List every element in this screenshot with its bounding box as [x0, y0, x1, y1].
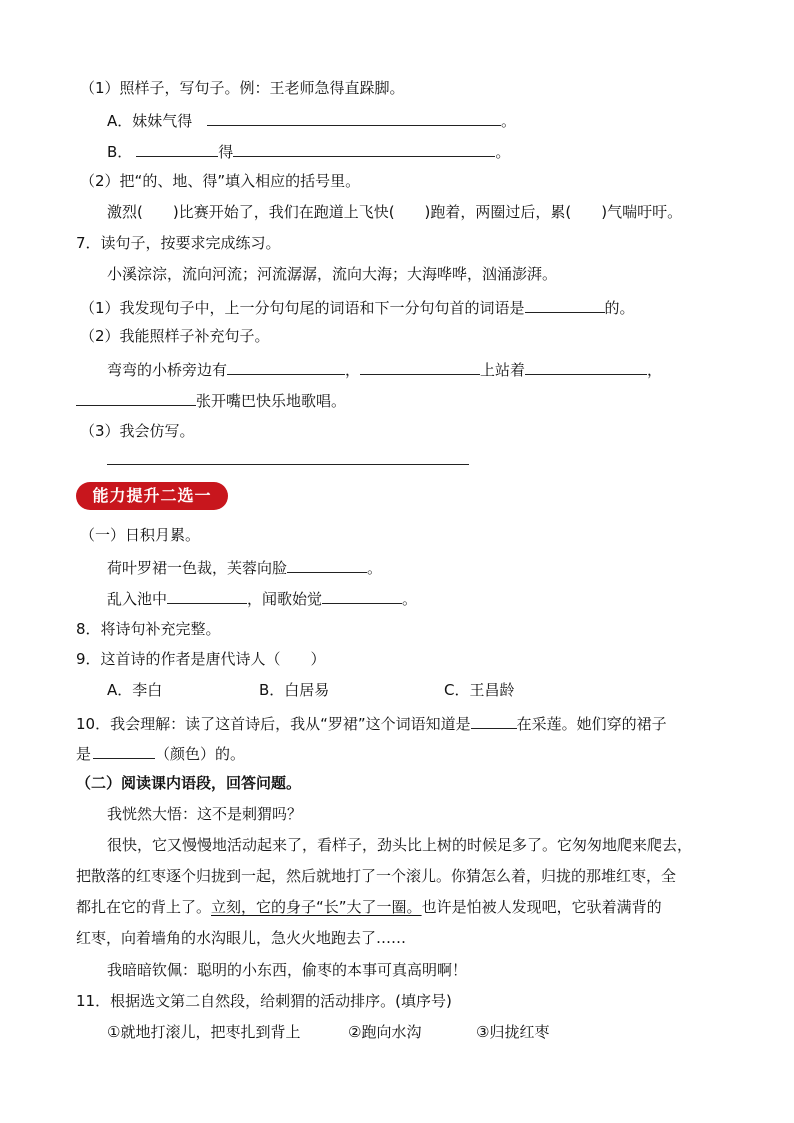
q7-fill-blank-4[interactable] [76, 389, 196, 406]
part1-line2-pre: 乱入池中 [107, 590, 168, 608]
q2-sentence: 激烈( )比赛开始了，我们在跑道上飞快( )跑着，两圈过后，累( )气喘吁吁。 [107, 203, 683, 221]
q7-title: 7．读句子，按要求完成练习。 [76, 234, 281, 252]
q10-line1 [76, 712, 667, 734]
q1-a-blank[interactable] [207, 109, 501, 126]
part2-p3: 我暗暗钦佩：聪明的小东西，偷枣的本事可真高明啊！ [107, 961, 468, 979]
q7-fill-blank-1[interactable] [227, 358, 345, 375]
q10-blank-1[interactable] [471, 712, 517, 729]
part1-line2-mid: ，闻歌始觉 [247, 590, 323, 608]
q1-b-label: B． [107, 143, 133, 161]
part2-p2-l3-post: 也许是怕被人发现吧，它驮着满背的 [421, 898, 662, 916]
section-badge: 能力提升二选一 [76, 482, 228, 510]
q7-sub2: （2）我能照样子补充句子。 [80, 327, 270, 345]
q10-line2 [76, 742, 245, 764]
q7-passage: 小溪淙淙，流向河流；河流潺潺，流向大海；大海哗哗，汹涌澎湃。 [107, 265, 558, 283]
part1-poem-line2 [107, 587, 417, 609]
q7-sub1-post: 的。 [604, 299, 635, 317]
q1-b-mid: 得 [218, 143, 234, 161]
q10-line2-pre: 是 [76, 745, 92, 763]
part1-poem-line1 [107, 556, 382, 578]
q7-fill-e: 张开嘴巴快乐地歌唱。 [196, 392, 347, 410]
part1-line1-pre: 荷叶罗裙一色裁，芙蓉向脸 [107, 559, 288, 577]
part1-line2-post: 。 [402, 590, 418, 608]
part1-line1-post: 。 [367, 559, 383, 577]
part1-blank-3[interactable] [322, 587, 402, 604]
q2-prompt: （2）把“的、地、得”填入相应的括号里。 [80, 172, 361, 190]
q1-a-label: A．妹妹气得 [107, 112, 193, 130]
part2-title: （二）阅读课内语段，回答问题。 [76, 774, 302, 792]
q1-b-blank-1[interactable] [136, 140, 218, 157]
q7-sub3: （3）我会仿写。 [80, 422, 195, 440]
q1-option-b [107, 140, 510, 162]
q7-fill-c: 上站着 [480, 361, 526, 379]
q7-fill-line1 [107, 358, 662, 380]
q1-option-a [107, 109, 516, 131]
q7-fill-b: ， [345, 361, 361, 379]
q9-option-b[interactable]: B．白居易 [259, 681, 330, 699]
q10-pre: 10．我会理解：读了这首诗后，我从“罗裙”这个词语知道是 [76, 715, 471, 733]
q1-prompt: （1）照样子，写句子。例：王老师急得直跺脚。 [80, 79, 405, 97]
q1-b-blank-2[interactable] [233, 140, 495, 157]
q7-fill-blank-2[interactable] [360, 358, 480, 375]
q8-title: 8．将诗句补充完整。 [76, 620, 221, 638]
q1-a-end: 。 [501, 112, 517, 130]
q7-fill-blank-3[interactable] [525, 358, 647, 375]
q10-post: 在采莲。她们穿的裙子 [516, 715, 667, 733]
q11-title: 11．根据选文第二自然段，给刺猬的活动排序。(填序号) [76, 992, 452, 1010]
q7-fill-line2 [76, 389, 346, 411]
q7-imitation-answer-line[interactable] [107, 464, 469, 465]
part2-p2-l3-pre: 都扎在它的背上了。 [76, 898, 212, 916]
q10-line2-post: （颜色）的。 [155, 745, 246, 763]
part2-p2-line3 [76, 897, 662, 917]
q9-option-c[interactable]: C．王昌龄 [444, 681, 515, 699]
q7-sub1-blank[interactable] [525, 296, 605, 313]
part2-p1: 我恍然大悟：这不是刺猬吗？ [107, 805, 303, 823]
part1-title: （一）日积月累。 [80, 526, 201, 544]
part1-blank-2[interactable] [167, 587, 247, 604]
part2-p2-line2: 把散落的红枣逐个归拢到一起，然后就地打了一个滚儿。你猜怎么着，归拢的那堆红枣，全 [76, 867, 677, 885]
q11-item-2: ②跑向水沟 [348, 1023, 422, 1041]
q11-item-1: ①就地打滚儿，把枣扎到背上 [107, 1023, 301, 1041]
part2-p2-line1: 很快，它又慢慢地活动起来了，看样子，劲头比上树的时候足多了。它匆匆地爬来爬去， [107, 836, 693, 854]
q7-fill-a: 弯弯的小桥旁边有 [107, 361, 228, 379]
q9-title: 9．这首诗的作者是唐代诗人（ ） [76, 650, 326, 668]
part2-underlined-sentence: 立刻，它的身子“长”大了一圈。 [211, 898, 422, 916]
q7-sub1-pre: （1）我发现句子中，上一分句句尾的词语和下一分句句首的词语是 [80, 299, 525, 317]
part1-blank-1[interactable] [287, 556, 367, 573]
q10-blank-2[interactable] [93, 742, 155, 759]
q7-sub1 [80, 296, 635, 318]
q1-b-end: 。 [495, 143, 511, 161]
q7-fill-d: ， [647, 361, 663, 379]
q9-option-a[interactable]: A．李白 [107, 681, 163, 699]
part2-p2-line4: 红枣，向着墙角的水沟眼儿，急火火地跑去了…… [76, 929, 407, 947]
q11-item-3: ③归拢红枣 [476, 1023, 550, 1041]
